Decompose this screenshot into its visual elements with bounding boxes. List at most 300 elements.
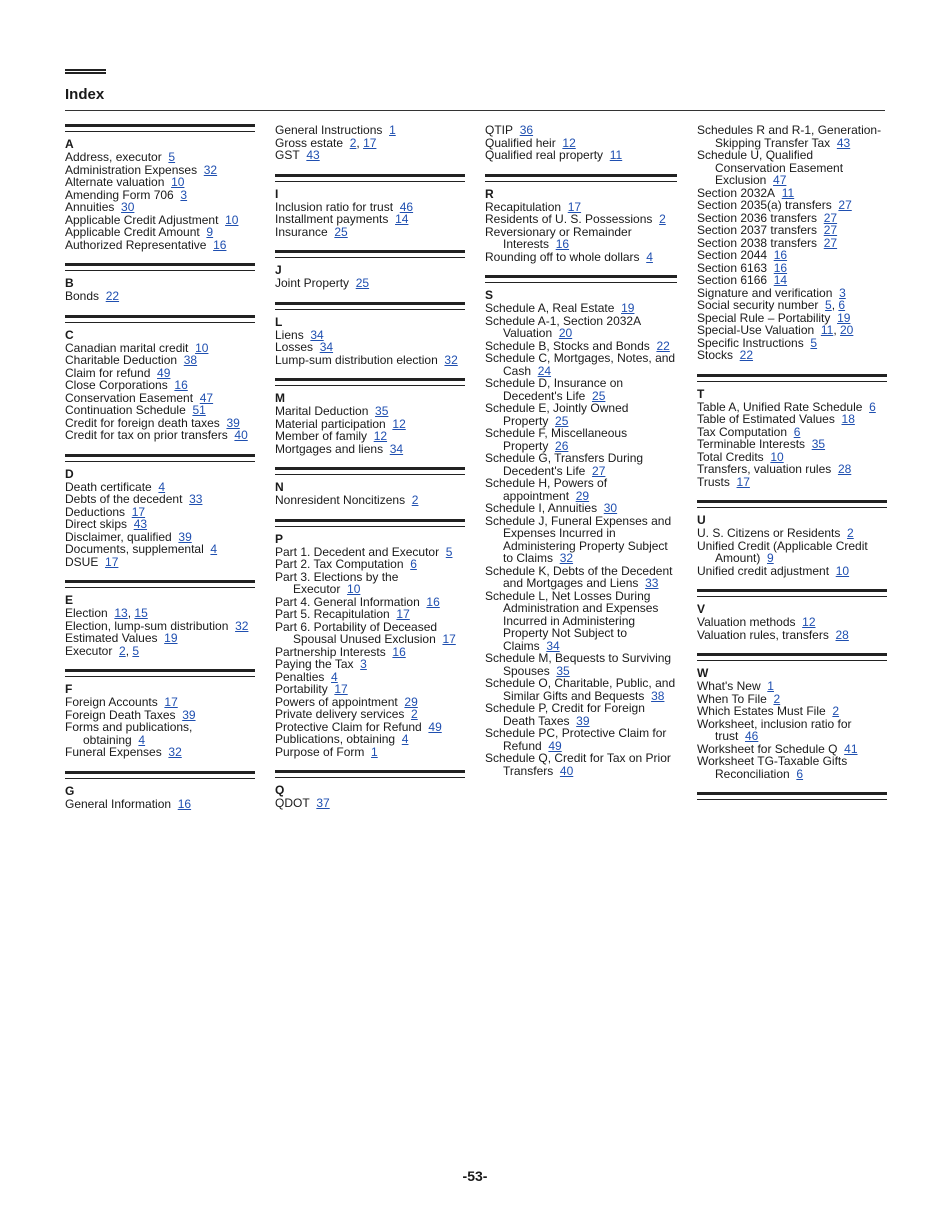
index-entry: Executor 2, 5 <box>65 643 140 658</box>
index-entry-text: Schedules R and R-1, Generation-Skipping Transfer Tax <box>696 123 882 150</box>
index-entry-text: General Information <box>65 796 172 811</box>
index-entry <box>275 354 465 367</box>
index-entry-text: Gross estate <box>275 135 344 150</box>
index-entry-text: Protective Claim for Refund <box>275 719 422 734</box>
page-reference-link[interactable]: 19 <box>837 310 851 325</box>
page-reference-link[interactable]: 35 <box>375 404 389 418</box>
page-reference-link[interactable]: 32 <box>444 352 458 367</box>
index-entry: Election 13, 15 <box>65 606 148 620</box>
section-letter: V <box>696 602 705 616</box>
index-entry-text: Election, lump-sum distribution <box>65 618 229 633</box>
index-entry <box>65 556 255 569</box>
index-entry <box>485 377 677 402</box>
page-reference-link[interactable]: 34 <box>389 441 404 456</box>
page-reference-link[interactable]: 16 <box>213 237 227 252</box>
index-entry-text: Which Estates Must File <box>696 704 826 718</box>
index-entry-text: Bonds <box>65 289 100 303</box>
index-entry-text: Joint Property <box>275 276 350 290</box>
index-section-n <box>275 467 465 507</box>
page-reference-link[interactable]: 16 <box>174 378 188 392</box>
page-reference-link[interactable]: 41 <box>844 741 858 756</box>
page-reference-link[interactable]: 19 <box>164 631 178 645</box>
section-letter: N <box>275 480 284 494</box>
index-entry-text: Purpose of Form <box>275 744 365 759</box>
index-entry-text: Worksheet, inclusion ratio for trust <box>696 716 852 743</box>
index-entry-text: When To File <box>696 691 767 706</box>
page-reference-link[interactable]: 25 <box>555 413 569 428</box>
index-entry-text: Section 2044 <box>696 248 768 262</box>
index-entry-text: Specific Instructions <box>696 335 804 350</box>
index-entry <box>485 477 677 502</box>
page-reference-link[interactable]: 27 <box>592 463 606 478</box>
page-reference-link[interactable]: 22 <box>656 338 670 353</box>
index-section-a <box>65 124 255 251</box>
index-entry-text: Schedule I, Annuities <box>485 501 598 515</box>
section-letter: B <box>65 276 74 290</box>
page-reference-link[interactable]: 16 <box>773 260 788 275</box>
page-reference-link[interactable]: 49 <box>548 738 562 753</box>
section-divider <box>485 174 677 182</box>
page-reference-link[interactable]: 35 <box>811 437 826 451</box>
index-section-s <box>485 275 677 777</box>
page-reference-link[interactable]: 5 <box>132 643 140 658</box>
page-reference-link[interactable]: 39 <box>182 707 196 722</box>
page-reference-link[interactable]: 32 <box>235 618 249 633</box>
page-reference-link[interactable]: 10 <box>171 175 185 189</box>
page-reference-link[interactable]: 6 <box>869 399 876 414</box>
page-reference-link[interactable]: 3 <box>839 285 846 300</box>
page-reference-link[interactable]: 26 <box>555 438 569 453</box>
index-entry-text: Annuities <box>65 200 115 214</box>
section-letter: S <box>485 288 494 302</box>
index-entry-text: Schedule M, Bequests to Surviving Spouses <box>485 651 672 678</box>
page-reference-link[interactable]: 27 <box>823 223 838 237</box>
index-section-continued <box>697 124 887 362</box>
page-reference-link[interactable]: 47 <box>773 173 787 187</box>
index-entry-text: Executor <box>65 643 113 658</box>
page-reference-link[interactable]: 2 <box>832 704 840 718</box>
index-entry-text: Applicable Credit Amount <box>65 225 200 239</box>
page-reference-link[interactable]: 1 <box>371 744 378 759</box>
page-reference-link[interactable]: 32 <box>559 551 574 565</box>
index-entry <box>275 797 465 810</box>
index-entry-text: Part 5. Recapitulation <box>275 607 390 621</box>
index-entry-text: Schedule L, Net Losses During Administration and Expenses Incurred in Administering Property Not Subject to Claims <box>485 588 659 653</box>
index-entry <box>275 149 465 162</box>
index-entry <box>485 565 677 590</box>
index-entry-text: Alternate valuation <box>65 175 165 189</box>
page-reference-link[interactable]: 39 <box>576 713 590 728</box>
index-column-4 <box>697 124 887 822</box>
page-reference-link[interactable]: 16 <box>555 237 570 251</box>
index-entry <box>485 251 677 264</box>
page-reference-link[interactable]: 32 <box>203 162 218 177</box>
page-reference-link[interactable]: 18 <box>841 412 855 426</box>
page-reference-link[interactable]: 2 <box>411 707 418 721</box>
index-entry-text: Section 6166 <box>696 273 768 287</box>
index-entry <box>485 752 677 777</box>
index-entry-text: Section 2036 transfers <box>696 210 818 225</box>
index-entry <box>275 621 465 646</box>
index-entry-text: Continuation Schedule <box>65 403 186 417</box>
index-entry-text: Administration Expenses <box>65 162 198 177</box>
index-entry-text: Disclaimer, qualified <box>65 529 172 544</box>
page-reference-link[interactable]: 14 <box>395 212 409 226</box>
page-reference-link[interactable]: 43 <box>133 517 148 531</box>
page-reference-link[interactable]: 10 <box>835 563 850 578</box>
index-entry <box>485 149 677 162</box>
index-entry-text: Penalties <box>275 669 325 684</box>
index-entry-text: Transfers, valuation rules <box>696 462 832 476</box>
page-reference-link[interactable]: 35 <box>556 663 570 678</box>
page-reference-link[interactable]: 5 <box>825 298 832 312</box>
page-reference-link[interactable]: 10 <box>770 449 784 464</box>
page-reference-link[interactable]: 17 <box>131 504 146 519</box>
page-reference-link[interactable]: 4 <box>158 479 166 494</box>
index-entry <box>697 755 887 780</box>
page-reference-link[interactable]: 34 <box>546 638 560 653</box>
page-reference-link[interactable]: 27 <box>823 210 838 225</box>
header-decorative-rule <box>65 69 106 74</box>
index-entry-text: Qualified real property <box>485 148 604 162</box>
section-divider <box>485 275 677 283</box>
page-reference-link[interactable]: 28 <box>835 627 849 642</box>
index-entry-text: Inclusion ratio for trust <box>275 199 394 214</box>
index-entry-text: Forms and publications, obtaining <box>65 720 193 747</box>
index-entry-text: Social security number <box>696 298 819 312</box>
index-entry-text: Marital Deduction <box>275 404 369 418</box>
page-reference-link[interactable]: 20 <box>839 323 854 337</box>
page-reference-link[interactable]: 16 <box>426 594 440 609</box>
index-entry-text: GST <box>275 148 300 162</box>
page-reference-link[interactable]: 6 <box>410 557 417 571</box>
index-entry-text: Table of Estimated Values <box>696 412 835 426</box>
page-reference-link[interactable]: 2 <box>411 493 419 507</box>
page-reference-link[interactable]: 24 <box>537 363 552 378</box>
section-divider <box>275 174 465 182</box>
page-reference-link[interactable]: 5 <box>168 150 176 164</box>
index-entry-text: Conservation Easement <box>65 390 194 405</box>
index-entry-text: Nonresident Noncitizens <box>275 493 406 507</box>
index-entry-text: Part 3. Elections by the Executor <box>275 569 399 596</box>
page-reference-link[interactable]: 12 <box>562 135 576 150</box>
index-entry-text: Canadian marital credit <box>65 340 189 355</box>
index-entry-text: Table A, Unified Rate Schedule <box>696 399 863 414</box>
page-reference-link[interactable]: 9 <box>206 225 214 239</box>
index-entry <box>485 677 677 702</box>
index-entry-text: Residents of U. S. Possessions <box>485 212 653 226</box>
index-entry <box>275 443 465 456</box>
index-entry-text: Claim for refund <box>65 365 151 380</box>
index-entry-text: Applicable Credit Adjustment <box>65 212 219 227</box>
page-reference-link[interactable]: 25 <box>592 388 606 403</box>
page-reference-link[interactable]: 22 <box>105 289 120 303</box>
page-reference-link[interactable]: 33 <box>645 576 659 590</box>
index-entry-text: Rounding off to whole dollars <box>485 249 640 264</box>
section-divider <box>65 124 255 132</box>
index-entry-text: Special-Use Valuation <box>696 323 815 337</box>
index-entry-text: Authorized Representative <box>65 237 207 252</box>
index-entry-text: What's New <box>696 679 761 693</box>
index-entry-text: Stocks <box>696 348 733 362</box>
page-reference-link[interactable]: 51 <box>192 403 206 417</box>
page-reference-link[interactable]: 47 <box>199 390 214 405</box>
page-reference-link[interactable]: 12 <box>802 615 816 629</box>
page-reference-link[interactable]: 30 <box>121 200 135 214</box>
page-reference-link[interactable]: 33 <box>189 492 203 506</box>
index-section-b <box>65 263 255 303</box>
page-reference-link[interactable]: 49 <box>428 719 442 734</box>
index-entry <box>485 727 677 752</box>
page-reference-link[interactable]: 16 <box>177 796 192 811</box>
section-letter: R <box>485 186 494 201</box>
index-entry <box>65 290 255 303</box>
index-entry-text: Schedule P, Credit for Foreign Death Taxes <box>485 701 645 728</box>
index-entry <box>697 565 887 578</box>
page-reference-link[interactable]: 25 <box>334 224 348 239</box>
index-section-q <box>275 770 465 810</box>
index-entry-text: Member of family <box>275 429 368 443</box>
page-reference-link[interactable]: 17 <box>334 682 348 696</box>
index-entry-text: Close Corporations <box>65 378 168 392</box>
index-entry-text: Worksheet for Schedule Q <box>696 741 838 756</box>
index-section-l <box>275 302 465 367</box>
page-reference-link[interactable]: 34 <box>319 340 334 354</box>
index-entry-text: Schedule J, Funeral Expenses and Expenses Incurred in Administering Property Subject to Claims <box>485 513 672 565</box>
index-section-f <box>65 669 255 759</box>
page-reference-link[interactable]: 4 <box>646 249 653 264</box>
section-letter: L <box>275 314 283 329</box>
page-reference-link[interactable]: 22 <box>739 348 754 362</box>
page-reference-link[interactable]: 39 <box>178 529 192 544</box>
index-entry-text: Terminable Interests <box>696 437 806 451</box>
page-reference-link[interactable]: 5 <box>445 544 453 559</box>
section-letter: M <box>275 391 285 405</box>
page-reference-link[interactable]: 1 <box>389 123 396 137</box>
index-section-c <box>65 315 255 442</box>
page-reference-link[interactable]: 19 <box>621 301 635 315</box>
page-reference-link[interactable]: 43 <box>306 148 320 162</box>
page-reference-link[interactable]: 10 <box>347 582 361 596</box>
index-entry-text: Paying the Tax <box>275 657 354 671</box>
section-divider <box>275 302 465 310</box>
page-reference-link[interactable]: 4 <box>331 669 338 684</box>
index-section-u <box>697 500 887 577</box>
index-entry-text: Schedule Q, Credit for Tax on Prior Transfers <box>485 751 671 778</box>
page-reference-link[interactable]: 29 <box>404 694 418 709</box>
page-reference-link[interactable]: 2 <box>659 212 666 226</box>
page-reference-link[interactable]: 46 <box>745 729 759 743</box>
index-entry-text: DSUE <box>65 554 99 569</box>
index-entry <box>697 349 887 362</box>
page-reference-link[interactable]: 38 <box>183 353 198 367</box>
index-entry-text: Insurance <box>275 224 328 239</box>
page-reference-link[interactable]: 9 <box>767 551 774 565</box>
page-reference-link[interactable]: 2 <box>847 526 854 540</box>
section-divider <box>697 653 887 661</box>
page-reference-link[interactable]: 10 <box>225 212 239 227</box>
page-reference-link[interactable]: 12 <box>392 416 406 431</box>
section-letter: I <box>275 186 279 201</box>
section-divider <box>65 771 255 779</box>
page-reference-link[interactable]: 6 <box>793 424 801 439</box>
page-reference-link[interactable]: 32 <box>168 745 182 759</box>
index-entry-text: Partnership Interests <box>275 644 386 659</box>
index-entry-text: Mortgages and liens <box>275 441 384 456</box>
page-reference-link[interactable]: 11 <box>781 185 795 200</box>
index-entry: Special-Use Valuation 11, 20 <box>696 323 854 337</box>
index-section-e <box>65 580 255 657</box>
section-letter: E <box>65 593 74 607</box>
index-entry-text: Charitable Deduction <box>65 353 178 367</box>
section-divider <box>275 250 465 258</box>
index-section-v <box>697 589 887 641</box>
index-entry-text: Qualified heir <box>485 135 556 150</box>
index-entry <box>65 429 255 442</box>
page-reference-link[interactable]: 43 <box>836 135 851 150</box>
index-entry <box>275 277 465 290</box>
page-reference-link[interactable]: 4 <box>401 732 409 746</box>
index-entry-text: Valuation rules, transfers <box>696 627 829 642</box>
index-entry-text: Schedule K, Debts of the Decedent and Mortgages and Liens <box>485 563 673 590</box>
index-entry-text: Publications, obtaining <box>275 732 396 746</box>
page-reference-link[interactable]: 12 <box>373 429 388 443</box>
index-entry-text: Funeral Expenses <box>65 745 162 759</box>
index-entry <box>275 746 465 759</box>
index-entry-text: General Instructions <box>275 123 383 137</box>
index-entry-text: Liens <box>275 327 304 342</box>
section-letter: W <box>696 666 709 680</box>
index-entry <box>697 718 887 743</box>
page-reference-link[interactable]: 15 <box>134 606 148 620</box>
index-entry <box>697 476 887 489</box>
index-entry <box>65 239 255 252</box>
index-entry-text: Powers of appointment <box>275 694 398 709</box>
section-divider <box>65 263 255 271</box>
page-reference-link[interactable]: 11 <box>820 323 834 337</box>
index-entry <box>275 226 465 239</box>
index-entry-text: Schedule G, Transfers During Decedent's Life <box>485 451 644 478</box>
page-reference-link[interactable]: 17 <box>105 554 119 569</box>
page-reference-link[interactable]: 2 <box>119 643 126 658</box>
index-column-3 <box>485 124 677 822</box>
index-entry-text: Estimated Values <box>65 631 158 645</box>
page-reference-link[interactable]: 17 <box>363 135 377 150</box>
index-section-d <box>65 454 255 569</box>
page-reference-link[interactable]: 4 <box>138 732 146 747</box>
index-entry <box>275 571 465 596</box>
page-reference-link[interactable]: 10 <box>195 340 209 355</box>
index-entry <box>485 402 677 427</box>
page-reference-link[interactable]: 17 <box>164 695 178 709</box>
page-reference-link[interactable]: 17 <box>396 607 410 621</box>
page-reference-link[interactable]: 2 <box>349 135 357 150</box>
page-reference-link[interactable]: 34 <box>310 327 324 342</box>
index-entry-text: Section 2037 transfers <box>696 223 818 237</box>
index-entry-text: Section 2035(a) transfers <box>696 198 832 212</box>
index-entry-text: Schedule U, Qualified Conservation Easement Exclusion <box>696 148 844 187</box>
page-reference-link[interactable]: 40 <box>234 428 248 442</box>
page-reference-link[interactable]: 20 <box>558 326 573 340</box>
index-entry-text: Section 2038 transfers <box>696 235 818 250</box>
page-reference-link[interactable]: 6 <box>796 766 804 781</box>
page-reference-link[interactable]: 3 <box>360 657 367 671</box>
page-reference-link[interactable]: 39 <box>226 415 240 430</box>
page-reference-link[interactable]: 14 <box>773 273 788 287</box>
page-reference-link[interactable]: 2 <box>773 691 781 706</box>
index-entry <box>697 124 887 149</box>
index-entry-text: Total Credits <box>696 449 764 464</box>
index-entry-text: Direct skips <box>65 517 128 531</box>
page-reference-link[interactable]: 37 <box>316 796 330 810</box>
page-reference-link[interactable]: 28 <box>837 462 852 476</box>
page-reference-link[interactable]: 5 <box>810 335 818 350</box>
index-entry-text: QTIP <box>485 123 514 137</box>
page-reference-link[interactable]: 3 <box>180 187 188 202</box>
page-reference-link[interactable]: 46 <box>399 199 414 214</box>
page-reference-link[interactable]: 25 <box>355 276 370 290</box>
index-entry <box>65 746 255 759</box>
index-entry-text: Death certificate <box>65 479 152 494</box>
page-reference-link[interactable]: 49 <box>157 365 171 380</box>
index-entry-text: Trusts <box>696 474 730 489</box>
index-entry-text: Lump-sum distribution election <box>275 352 438 367</box>
index-entry <box>697 540 887 565</box>
index-section-t <box>697 374 887 489</box>
page-reference-link[interactable]: 36 <box>519 123 534 137</box>
section-divider <box>65 315 255 323</box>
title-divider <box>65 110 885 111</box>
section-divider <box>275 519 465 527</box>
section-divider <box>697 500 887 508</box>
index-entry-text: Schedule B, Stocks and Bonds <box>485 338 650 353</box>
page-reference-link[interactable]: 40 <box>559 763 574 778</box>
page-reference-link[interactable]: 29 <box>575 488 590 503</box>
page-reference-link[interactable]: 17 <box>736 474 750 489</box>
page-reference-link[interactable]: 17 <box>442 632 456 646</box>
index-entry-text: QDOT <box>275 796 310 810</box>
index-entry-text: Worksheet TG-Taxable Gifts Reconciliation <box>696 754 848 781</box>
section-letter: T <box>696 386 705 401</box>
index-entry-text: Schedule PC, Protective Claim for Refund <box>485 726 667 753</box>
page-reference-link[interactable]: 11 <box>609 148 623 162</box>
index-entry <box>485 315 677 340</box>
index-entry-text: Schedule C, Mortgages, Notes, and Cash <box>485 351 676 378</box>
index-entry-text: Foreign Death Taxes <box>65 707 176 722</box>
index-entry-text: Schedule A, Real Estate <box>485 301 615 315</box>
page-reference-link[interactable]: 16 <box>392 644 406 659</box>
page-reference-link[interactable]: 27 <box>838 198 852 212</box>
page-reference-link[interactable]: 17 <box>567 199 582 214</box>
index-entry <box>485 515 677 565</box>
index-entry-text: Private delivery services <box>275 707 405 721</box>
page-reference-link[interactable]: 6 <box>838 298 846 312</box>
index-entry-text: Credit for foreign death taxes <box>65 415 220 430</box>
index-columns <box>65 124 887 822</box>
page-reference-link[interactable]: 30 <box>603 501 618 515</box>
index-entry <box>697 149 887 187</box>
page-reference-link[interactable]: 16 <box>773 248 788 262</box>
page-reference-link[interactable]: 13 <box>114 606 128 620</box>
page-reference-link[interactable]: 1 <box>767 679 774 693</box>
page-reference-link[interactable]: 38 <box>651 688 665 703</box>
index-entry-text: Part 6. Portability of Deceased Spousal Unused Exclusion <box>275 619 438 646</box>
section-divider <box>65 580 255 588</box>
page-number: -53- <box>462 1168 488 1184</box>
page-reference-link[interactable]: 4 <box>210 542 218 556</box>
page-title: Index <box>65 86 105 103</box>
page-reference-link[interactable]: 27 <box>823 235 838 250</box>
